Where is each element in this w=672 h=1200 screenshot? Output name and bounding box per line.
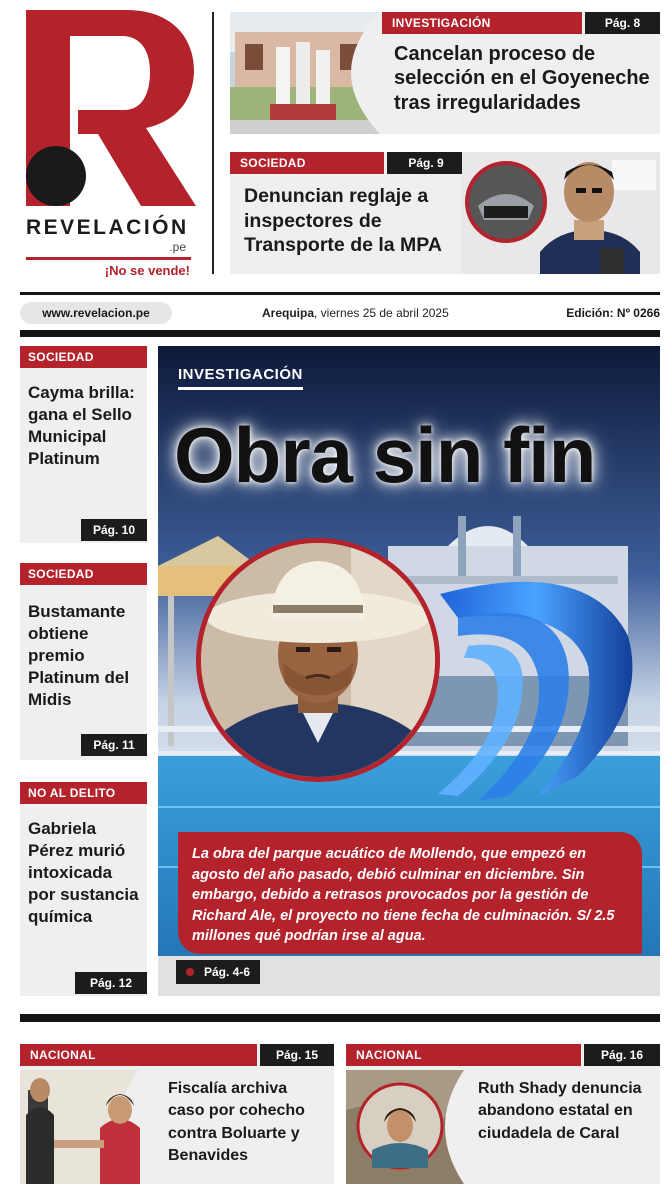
edition-city: Arequipa <box>262 306 315 320</box>
bottom-story-2-headline[interactable]: Ruth Shady denuncia abandono estatal en ciudadela de Caral <box>478 1080 642 1142</box>
bullet-dot-icon <box>186 968 194 976</box>
side-story-2-page[interactable]: Pág. 11 <box>81 734 147 756</box>
brand-underline <box>26 257 191 260</box>
top-story-2-tag: SOCIEDAD <box>230 152 384 174</box>
top-story-2-headline[interactable]: Denuncian reglaje a inspectores de Transporte de la MPA <box>244 185 442 257</box>
side-story-2[interactable] <box>20 563 147 760</box>
top-story-1-headline[interactable]: Cancelan proceso de selección en el Goyeneche tras irregularidades <box>394 43 650 114</box>
bottom-story-1-headline[interactable]: Fiscalía archiva caso por cohecho contra Boluarte y Benavides <box>168 1080 305 1165</box>
side-story-3-headline[interactable]: Gabriela Pérez murió intoxicada por sustancia química <box>28 819 139 927</box>
side-story-1-page[interactable]: Pág. 10 <box>81 519 147 541</box>
edition-date-text: , viernes 25 de abril 2025 <box>314 306 449 320</box>
bottom-story-1-image <box>20 1070 160 1184</box>
side-story-3[interactable] <box>20 782 147 996</box>
top-story-1-tag: INVESTIGACIÓN <box>382 12 582 34</box>
masthead-divider <box>212 12 214 274</box>
side-story-1-headline[interactable]: Cayma brilla: gana el Sello Municipal Platinum <box>28 383 135 469</box>
edition-date <box>262 306 449 320</box>
main-story-summary: La obra del parque acuático de Mollendo, que empezó en agosto del año pasado, debió culminar en diciembre. Sin embargo, debido a retrasos provocados por la gestión de Richard Ale, el proyecto no tiene fecha de culminación. S/ 2.5 millones qué podrían irse al agua. <box>178 832 642 954</box>
main-story-page[interactable] <box>176 960 260 984</box>
bottom-story-2[interactable] <box>346 1044 660 1184</box>
bottom-story-1-page[interactable]: Pág. 15 <box>260 1044 334 1066</box>
portrait-man-hat-image <box>201 543 435 777</box>
main-story-page-label: Pág. 4-6 <box>204 965 251 979</box>
brand-domain-suffix: .pe <box>169 240 186 254</box>
top-story-2-page[interactable]: Pág. 9 <box>387 152 465 174</box>
edition-number: Edición: Nº 0266 <box>566 306 660 320</box>
site-url-link[interactable]: www.revelacion.pe <box>20 302 172 324</box>
bottom-story-1-tag: NACIONAL <box>20 1044 257 1066</box>
side-story-2-tag: SOCIEDAD <box>20 563 147 585</box>
revelacion-r-logo-icon <box>26 10 196 210</box>
brand-name: REVELACIÓN <box>26 216 189 239</box>
side-story-3-tag: NO AL DELITO <box>20 782 147 804</box>
top-rule <box>20 292 660 295</box>
bar-rule <box>20 330 660 337</box>
top-story-1[interactable] <box>230 12 660 134</box>
top-story-1-page[interactable]: Pág. 8 <box>585 12 660 34</box>
side-story-2-headline[interactable]: Bustamante obtiene premio Platinum del Midis <box>28 602 130 710</box>
main-story-title[interactable]: Obra sin fin <box>174 411 596 499</box>
bottom-rule <box>20 1014 660 1022</box>
top-story-2[interactable] <box>230 152 660 274</box>
bottom-story-2-image <box>346 1070 486 1184</box>
bottom-story-2-tag: NACIONAL <box>346 1044 581 1066</box>
main-story[interactable] <box>158 346 660 996</box>
main-story-tag: INVESTIGACIÓN <box>178 366 303 390</box>
side-story-1-tag: SOCIEDAD <box>20 346 147 368</box>
main-story-portrait <box>196 538 440 782</box>
bottom-story-2-page[interactable]: Pág. 16 <box>584 1044 660 1066</box>
bottom-story-1[interactable] <box>20 1044 334 1184</box>
top-story-2-image <box>462 152 660 274</box>
masthead-logo[interactable] <box>18 10 198 280</box>
side-story-3-page[interactable]: Pág. 12 <box>75 972 147 994</box>
slogan: ¡No se vende! <box>104 263 190 278</box>
side-story-1[interactable] <box>20 346 147 543</box>
